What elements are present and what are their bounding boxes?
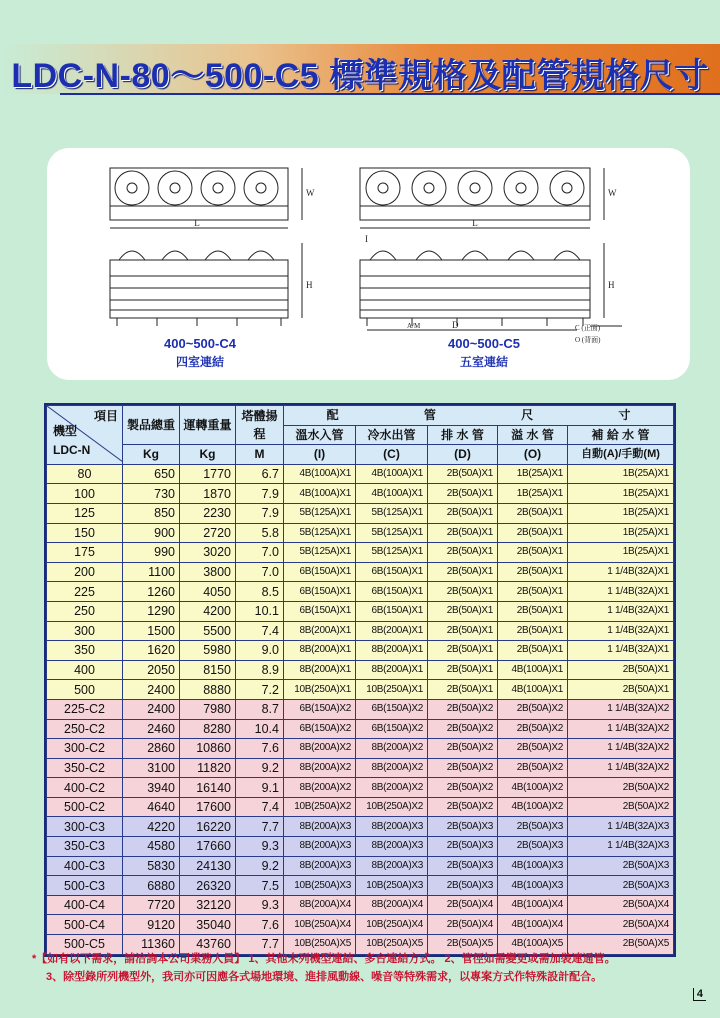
table-cell: 200 — [47, 562, 123, 582]
table-row — [47, 699, 674, 719]
table-cell: 1870 — [180, 484, 236, 504]
table-cell: 4B(100A)X1 — [356, 464, 428, 484]
table-cell: 2B(50A)X1 — [428, 680, 498, 700]
table-cell: 6880 — [123, 876, 180, 896]
table-cell: 5500 — [180, 621, 236, 641]
table-cell: 1260 — [123, 582, 180, 602]
table-cell: 6B(150A)X2 — [284, 719, 356, 739]
unit-drain: (D) — [428, 445, 498, 465]
table-cell: 5.8 — [236, 523, 284, 543]
table-cell: 10B(250A)X3 — [284, 876, 356, 896]
table-cell: 6B(150A)X1 — [284, 582, 356, 602]
table-row — [47, 562, 674, 582]
table-cell: 2B(50A)X1 — [428, 503, 498, 523]
table-cell: 11360 — [123, 935, 180, 955]
table-cell: 9.3 — [236, 837, 284, 857]
table-cell: 8280 — [180, 719, 236, 739]
table-cell: 3100 — [123, 758, 180, 778]
table-cell: 500-C2 — [47, 797, 123, 817]
table-row — [47, 856, 674, 876]
table-cell: 6B(150A)X1 — [356, 562, 428, 582]
table-row — [47, 484, 674, 504]
table-cell: 125 — [47, 503, 123, 523]
table-cell: 32120 — [180, 895, 236, 915]
table-cell: 6.7 — [236, 464, 284, 484]
table-cell: 2B(50A)X2 — [428, 778, 498, 798]
table-cell: 6B(150A)X2 — [284, 699, 356, 719]
table-cell: 2400 — [123, 699, 180, 719]
table-cell: 4B(100A)X2 — [498, 778, 568, 798]
table-row — [47, 660, 674, 680]
table-cell: 8B(200A)X3 — [356, 817, 428, 837]
table-cell: 10B(250A)X2 — [356, 797, 428, 817]
table-cell: 250 — [47, 601, 123, 621]
table-cell: 5B(125A)X1 — [356, 543, 428, 563]
table-cell: 4B(100A)X1 — [284, 484, 356, 504]
table-cell: 2B(50A)X2 — [498, 699, 568, 719]
table-cell: 8B(200A)X3 — [356, 856, 428, 876]
table-row — [47, 464, 674, 484]
note-line-1: *【如有以下需求，請洽詢本公司業務人員】 1、其他未列機型連結、多台連結方式。 2、管徑如需變更或需加裝連通管。 — [32, 953, 616, 965]
table-cell: 1620 — [123, 641, 180, 661]
table-cell: 8B(200A)X1 — [356, 641, 428, 661]
table-row — [47, 680, 674, 700]
table-cell: 5B(125A)X1 — [284, 543, 356, 563]
table-row — [47, 719, 674, 739]
header-pipe-group — [284, 406, 674, 426]
table-cell: 17600 — [180, 797, 236, 817]
table-cell: 2860 — [123, 739, 180, 759]
table-cell: 10.4 — [236, 719, 284, 739]
table-cell: 2B(50A)X2 — [428, 739, 498, 759]
table-cell: 9.2 — [236, 856, 284, 876]
header-op-weight: 運轉重量 — [180, 406, 236, 445]
table-cell: 4B(100A)X3 — [498, 876, 568, 896]
table-cell: 850 — [123, 503, 180, 523]
table-cell: 2B(50A)X5 — [568, 935, 674, 955]
table-cell: 8880 — [180, 680, 236, 700]
table-cell: 2B(50A)X2 — [428, 758, 498, 778]
table-cell: 2B(50A)X1 — [568, 660, 674, 680]
table-row — [47, 582, 674, 602]
table-cell: 2B(50A)X2 — [428, 719, 498, 739]
dim-W-left: W — [306, 188, 315, 198]
table-cell: 7.4 — [236, 621, 284, 641]
table-cell: 1290 — [123, 601, 180, 621]
corner-model: 機型 — [53, 424, 78, 438]
table-cell: 10B(250A)X4 — [356, 915, 428, 935]
table-cell: 10B(250A)X5 — [356, 935, 428, 955]
table-cell: 2B(50A)X1 — [498, 523, 568, 543]
pipe-group-char-4: 寸 — [618, 408, 631, 423]
table-cell: 5B(125A)X1 — [284, 523, 356, 543]
table-row — [47, 523, 674, 543]
table-body — [47, 464, 674, 954]
table-cell: 8.7 — [236, 699, 284, 719]
table-cell: 150 — [47, 523, 123, 543]
table-row — [47, 837, 674, 857]
pipe-group-char-2: 管 — [423, 408, 436, 423]
unit-overflow: (O) — [498, 445, 568, 465]
table-cell: 400-C2 — [47, 778, 123, 798]
table-cell: 175 — [47, 543, 123, 563]
table-cell: 2B(50A)X3 — [428, 856, 498, 876]
table-cell: 2B(50A)X1 — [428, 601, 498, 621]
table-cell: 1 1/4B(32A)X1 — [568, 641, 674, 661]
table-cell: 2B(50A)X3 — [498, 817, 568, 837]
table-cell: 1 1/4B(32A)X2 — [568, 719, 674, 739]
table-cell: 10B(250A)X4 — [284, 915, 356, 935]
table-cell: 16220 — [180, 817, 236, 837]
table-cell: 10B(250A)X5 — [284, 935, 356, 955]
table-cell: 4200 — [180, 601, 236, 621]
table-cell: 10.1 — [236, 601, 284, 621]
table-cell: 500-C4 — [47, 915, 123, 935]
table-cell: 4B(100A)X4 — [498, 915, 568, 935]
table-cell: 10860 — [180, 739, 236, 759]
table-row — [47, 758, 674, 778]
table-cell: 500-C5 — [47, 935, 123, 955]
unit-weight: Kg — [123, 445, 180, 465]
table-cell: 350-C2 — [47, 758, 123, 778]
table-cell: 8B(200A)X1 — [356, 660, 428, 680]
table-cell: 5830 — [123, 856, 180, 876]
table-row — [47, 895, 674, 915]
table-cell: 2B(50A)X3 — [428, 876, 498, 896]
table-cell: 8B(200A)X4 — [284, 895, 356, 915]
table-cell: 1 1/4B(32A)X1 — [568, 621, 674, 641]
table-cell: 8B(200A)X3 — [356, 837, 428, 857]
table-cell: 8B(200A)X1 — [356, 621, 428, 641]
table-cell: 2B(50A)X4 — [568, 895, 674, 915]
header-weight: 製品總重 — [123, 406, 180, 445]
table-cell: 4050 — [180, 582, 236, 602]
dim-H-right: H — [608, 280, 615, 290]
table-cell: 7.9 — [236, 484, 284, 504]
table-cell: 6B(150A)X1 — [356, 582, 428, 602]
table-cell: 4B(100A)X4 — [498, 895, 568, 915]
table-cell: 8.9 — [236, 660, 284, 680]
unit-makeup: 自動(A)/手動(M) — [568, 445, 674, 465]
table-cell: 8B(200A)X2 — [284, 739, 356, 759]
table-cell: 400-C4 — [47, 895, 123, 915]
header-makeup: 補 給 水 管 — [568, 425, 674, 445]
table-cell: 2B(50A)X3 — [568, 876, 674, 896]
table-cell: 4B(100A)X1 — [284, 464, 356, 484]
spec-table — [44, 403, 676, 957]
table-row — [47, 621, 674, 641]
table-row — [47, 641, 674, 661]
table-cell: 8B(200A)X2 — [356, 739, 428, 759]
table-cell: 2B(50A)X2 — [428, 699, 498, 719]
table-cell: 2B(50A)X2 — [568, 778, 674, 798]
dim-C: C (正面) — [575, 324, 601, 332]
table-row — [47, 601, 674, 621]
table-cell: 7.6 — [236, 739, 284, 759]
table-cell: 8B(200A)X3 — [284, 817, 356, 837]
table-cell: 10B(250A)X3 — [356, 876, 428, 896]
diagram-panel — [47, 148, 690, 380]
table-cell: 16140 — [180, 778, 236, 798]
table-row — [47, 543, 674, 563]
table-cell: 2B(50A)X2 — [498, 719, 568, 739]
unit-height: M — [236, 445, 284, 465]
table-cell: 1B(25A)X1 — [568, 464, 674, 484]
table-cell: 4B(100A)X2 — [498, 797, 568, 817]
header-drain: 排 水 管 — [428, 425, 498, 445]
table-cell: 7.9 — [236, 503, 284, 523]
table-cell: 8B(200A)X2 — [284, 778, 356, 798]
table-cell: 2B(50A)X3 — [498, 837, 568, 857]
table-cell: 4B(100A)X1 — [356, 484, 428, 504]
table-cell: 4640 — [123, 797, 180, 817]
pipe-group-char-3: 尺 — [521, 408, 534, 423]
table-cell: 6B(150A)X2 — [356, 719, 428, 739]
table-row — [47, 817, 674, 837]
table-cell: 24130 — [180, 856, 236, 876]
table-cell: 1B(25A)X1 — [568, 543, 674, 563]
table-cell: 5B(125A)X1 — [356, 523, 428, 543]
table-cell: 225-C2 — [47, 699, 123, 719]
table-cell: 400 — [47, 660, 123, 680]
table-row — [47, 503, 674, 523]
table-cell: 1 1/4B(32A)X1 — [568, 601, 674, 621]
table-cell: 7.5 — [236, 876, 284, 896]
table-cell: 8B(200A)X4 — [356, 895, 428, 915]
table-cell: 2B(50A)X2 — [498, 758, 568, 778]
table-cell: 2B(50A)X1 — [428, 582, 498, 602]
table-cell: 500-C3 — [47, 876, 123, 896]
table-cell: 10B(250A)X1 — [284, 680, 356, 700]
table-cell: 2B(50A)X1 — [498, 641, 568, 661]
table-cell: 4B(100A)X1 — [498, 680, 568, 700]
table-cell: 2B(50A)X1 — [498, 562, 568, 582]
table-cell: 2B(50A)X4 — [568, 915, 674, 935]
table-cell: 1 1/4B(32A)X1 — [568, 582, 674, 602]
table-cell: 2B(50A)X1 — [428, 562, 498, 582]
table-cell: 7.4 — [236, 797, 284, 817]
table-cell: 4B(100A)X5 — [498, 935, 568, 955]
table-cell: 100 — [47, 484, 123, 504]
table-corner — [47, 406, 123, 465]
table-cell: 9.0 — [236, 641, 284, 661]
header-height: 塔體揚程 — [236, 406, 284, 445]
table-cell: 2B(50A)X2 — [428, 797, 498, 817]
table-cell: 1 1/4B(32A)X2 — [568, 758, 674, 778]
table-cell: 2B(50A)X1 — [498, 503, 568, 523]
table-cell: 1B(25A)X1 — [568, 484, 674, 504]
table-cell: 990 — [123, 543, 180, 563]
note-line-2: 3、除型錄所列機型外，我司亦可因應各式場地環境、進排風動線、噪音等特殊需求，以專案方式作特殊設計配合。 — [46, 971, 603, 983]
table-cell: 7.7 — [236, 935, 284, 955]
table-cell: 1B(25A)X1 — [498, 484, 568, 504]
table-cell: 43760 — [180, 935, 236, 955]
table-cell: 35040 — [180, 915, 236, 935]
table-cell: 9.3 — [236, 895, 284, 915]
table-cell: 9.1 — [236, 778, 284, 798]
table-cell: 300-C3 — [47, 817, 123, 837]
table-cell: 8150 — [180, 660, 236, 680]
table-cell: 7.0 — [236, 562, 284, 582]
unit-op-weight: Kg — [180, 445, 236, 465]
table-cell: 8B(200A)X3 — [284, 856, 356, 876]
table-cell: 1500 — [123, 621, 180, 641]
table-cell: 11820 — [180, 758, 236, 778]
table-cell: 1 1/4B(32A)X2 — [568, 699, 674, 719]
table-cell: 4B(100A)X3 — [498, 856, 568, 876]
table-row — [47, 797, 674, 817]
table-cell: 300 — [47, 621, 123, 641]
unit-outlet: (C) — [356, 445, 428, 465]
table-cell: 350 — [47, 641, 123, 661]
table-cell: 8B(200A)X1 — [284, 660, 356, 680]
table-cell: 2B(50A)X1 — [428, 641, 498, 661]
table-cell: 1B(25A)X1 — [498, 464, 568, 484]
corner-item: 項目 — [93, 409, 118, 423]
dim-AM: A/M — [407, 322, 421, 330]
dim-O: O (背面) — [575, 336, 601, 344]
page-title: LDC-N-80～500-C5 標準規格及配管規格尺寸 — [11, 57, 709, 95]
unit-inlet: (I) — [284, 445, 356, 465]
dim-L-right: L — [472, 218, 478, 228]
table-cell: 250-C2 — [47, 719, 123, 739]
table-cell: 10B(250A)X1 — [356, 680, 428, 700]
header-overflow: 溢 水 管 — [498, 425, 568, 445]
table-cell: 8.5 — [236, 582, 284, 602]
header-inlet: 溫水入管 — [284, 425, 356, 445]
table-cell: 2B(50A)X1 — [428, 660, 498, 680]
table-cell: 1B(25A)X1 — [568, 523, 674, 543]
table-cell: 2B(50A)X5 — [428, 935, 498, 955]
table-cell: 1 1/4B(32A)X3 — [568, 817, 674, 837]
dim-I: I — [365, 234, 368, 244]
table-cell: 2720 — [180, 523, 236, 543]
table-cell: 8B(200A)X2 — [356, 758, 428, 778]
diagram-left-sub: 四室連結 — [175, 355, 224, 369]
table-cell: 400-C3 — [47, 856, 123, 876]
table-cell: 6B(150A)X1 — [356, 601, 428, 621]
table-cell: 8B(200A)X1 — [284, 641, 356, 661]
table-cell: 2050 — [123, 660, 180, 680]
table-cell: 10B(250A)X2 — [284, 797, 356, 817]
table-cell: 8B(200A)X1 — [284, 621, 356, 641]
table-cell: 9120 — [123, 915, 180, 935]
table-cell: 7720 — [123, 895, 180, 915]
table-cell: 225 — [47, 582, 123, 602]
corner-code: LDC-N — [53, 443, 91, 457]
table-cell: 1 1/4B(32A)X1 — [568, 562, 674, 582]
table-cell: 2B(50A)X2 — [498, 739, 568, 759]
table-cell: 2B(50A)X1 — [428, 523, 498, 543]
table-cell: 900 — [123, 523, 180, 543]
table-cell: 4580 — [123, 837, 180, 857]
table-cell: 7.2 — [236, 680, 284, 700]
table-row — [47, 915, 674, 935]
header-outlet: 冷水出管 — [356, 425, 428, 445]
dim-L-left: L — [194, 218, 200, 228]
table-cell: 2B(50A)X1 — [428, 484, 498, 504]
table-cell: 650 — [123, 464, 180, 484]
table-cell: 2B(50A)X1 — [568, 680, 674, 700]
table-cell: 2B(50A)X3 — [428, 817, 498, 837]
table-cell: 6B(150A)X1 — [284, 601, 356, 621]
table-cell: 7.0 — [236, 543, 284, 563]
table-cell: 8B(200A)X2 — [356, 778, 428, 798]
table-cell: 2230 — [180, 503, 236, 523]
table-cell: 1 1/4B(32A)X2 — [568, 739, 674, 759]
table-cell: 7980 — [180, 699, 236, 719]
page-number: 4 — [693, 988, 706, 1001]
table-cell: 8B(200A)X2 — [284, 758, 356, 778]
table-cell: 2B(50A)X4 — [428, 915, 498, 935]
table-row — [47, 739, 674, 759]
table-cell: 5B(125A)X1 — [356, 503, 428, 523]
table-cell: 1B(25A)X1 — [568, 503, 674, 523]
table-cell: 1770 — [180, 464, 236, 484]
table-cell: 3800 — [180, 562, 236, 582]
diagram-right-sub: 五室連結 — [459, 355, 508, 369]
table-cell: 3020 — [180, 543, 236, 563]
table-cell: 4220 — [123, 817, 180, 837]
table-cell: 1100 — [123, 562, 180, 582]
diagram-right-model: 400~500-C5 — [448, 336, 520, 351]
table-cell: 7.6 — [236, 915, 284, 935]
table-row — [47, 876, 674, 896]
table-cell: 80 — [47, 464, 123, 484]
table-cell: 300-C2 — [47, 739, 123, 759]
table-cell: 2B(50A)X3 — [568, 856, 674, 876]
table-cell: 5980 — [180, 641, 236, 661]
table-cell: 26320 — [180, 876, 236, 896]
table-cell: 3940 — [123, 778, 180, 798]
table-cell: 1 1/4B(32A)X3 — [568, 837, 674, 857]
table-cell: 7.7 — [236, 817, 284, 837]
dim-W-right: W — [608, 188, 617, 198]
table-cell: 17660 — [180, 837, 236, 857]
table-cell: 2B(50A)X4 — [428, 895, 498, 915]
diagram-left-model: 400~500-C4 — [164, 336, 236, 351]
table-cell: 9.2 — [236, 758, 284, 778]
table-cell: 2B(50A)X1 — [498, 543, 568, 563]
dim-H-left: H — [306, 280, 313, 290]
table-cell: 2B(50A)X3 — [428, 837, 498, 857]
table-cell: 2B(50A)X2 — [568, 797, 674, 817]
table-cell: 2B(50A)X1 — [428, 621, 498, 641]
table-cell: 5B(125A)X1 — [284, 503, 356, 523]
table-cell: 2B(50A)X1 — [498, 582, 568, 602]
table-cell: 6B(150A)X2 — [356, 699, 428, 719]
table-cell: 8B(200A)X3 — [284, 837, 356, 857]
table-cell: 350-C3 — [47, 837, 123, 857]
table-cell: 2B(50A)X1 — [428, 464, 498, 484]
table-cell: 6B(150A)X1 — [284, 562, 356, 582]
table-row — [47, 778, 674, 798]
table-cell: 2460 — [123, 719, 180, 739]
dim-D: D — [452, 320, 459, 330]
table-cell: 2B(50A)X1 — [498, 601, 568, 621]
table-cell: 2400 — [123, 680, 180, 700]
table-cell: 730 — [123, 484, 180, 504]
table-cell: 500 — [47, 680, 123, 700]
table-cell: 4B(100A)X1 — [498, 660, 568, 680]
table-cell: 2B(50A)X1 — [498, 621, 568, 641]
table-cell: 2B(50A)X1 — [428, 543, 498, 563]
pipe-group-char-1: 配 — [326, 408, 339, 423]
